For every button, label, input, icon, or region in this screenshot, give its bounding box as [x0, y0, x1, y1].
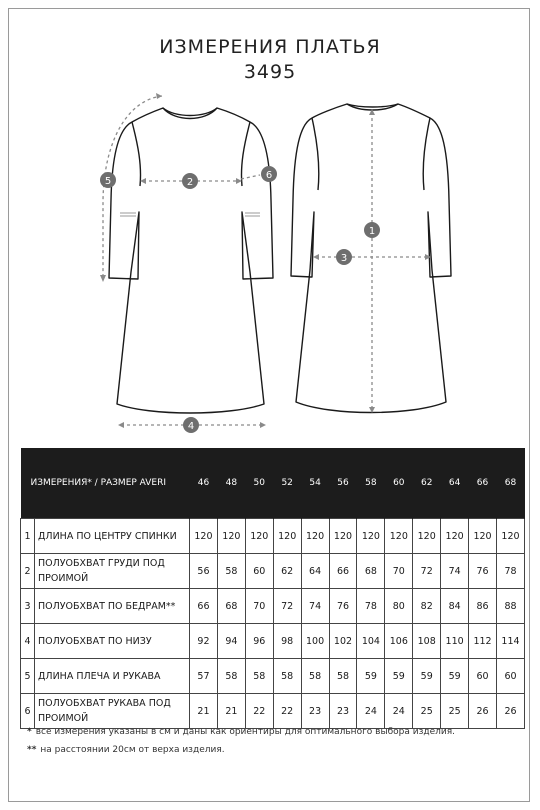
model-number: 3495 — [243, 61, 297, 83]
row-value: 68 — [217, 589, 245, 624]
row-value: 102 — [329, 624, 357, 659]
row-value: 82 — [413, 589, 441, 624]
footnote-2 — [27, 745, 225, 755]
row-value: 78 — [496, 554, 524, 589]
size-header: 52 — [273, 448, 301, 519]
row-label: ПОЛУОБХВАТ ГРУДИ ПОД ПРОИМОЙ — [35, 554, 190, 589]
row-value: 120 — [441, 519, 469, 554]
size-header: 54 — [301, 448, 329, 519]
row-value: 94 — [217, 624, 245, 659]
row-label: ДЛИНА ПЛЕЧА И РУКАВА — [35, 659, 190, 694]
row-number: 4 — [21, 624, 35, 659]
row-value: 22 — [245, 694, 273, 729]
footnote-2-text: на расстоянии 20см от верха изделия. — [40, 745, 225, 755]
row-value: 24 — [357, 694, 385, 729]
table-header-row — [21, 448, 525, 519]
row-value: 60 — [469, 659, 497, 694]
back-armhole-right — [423, 118, 430, 190]
back-armhole-left — [312, 118, 319, 190]
size-header: 62 — [413, 448, 441, 519]
row-value: 60 — [245, 554, 273, 589]
row-value: 56 — [190, 554, 218, 589]
row-value: 84 — [441, 589, 469, 624]
row-label: ПОЛУОБХВАТ ПО БЕДРАМ** — [35, 589, 190, 624]
front-dress-outline — [109, 108, 273, 413]
row-value: 76 — [469, 554, 497, 589]
header-label: ИЗМЕРЕНИЯ* / РАЗМЕР AVERI — [21, 448, 190, 519]
row-value: 120 — [357, 519, 385, 554]
table-row — [21, 519, 525, 554]
row-value: 70 — [385, 554, 413, 589]
marker-3-label: 3 — [340, 253, 348, 264]
row-value: 68 — [357, 554, 385, 589]
row-value: 88 — [496, 589, 524, 624]
row-value: 59 — [413, 659, 441, 694]
row-value: 25 — [413, 694, 441, 729]
row-value: 96 — [245, 624, 273, 659]
row-value: 72 — [413, 554, 441, 589]
back-neckline — [347, 104, 398, 107]
row-value: 58 — [245, 659, 273, 694]
size-header: 46 — [190, 448, 218, 519]
row-value: 74 — [301, 589, 329, 624]
footnote-1-mark: * — [27, 727, 32, 737]
row-value: 21 — [190, 694, 218, 729]
measurements-table — [20, 448, 525, 729]
row-value: 59 — [357, 659, 385, 694]
row-value: 24 — [385, 694, 413, 729]
front-armhole-right — [241, 122, 250, 186]
row-value: 120 — [469, 519, 497, 554]
row-value: 58 — [329, 659, 357, 694]
size-header: 60 — [385, 448, 413, 519]
row-value: 120 — [496, 519, 524, 554]
marker-5-label: 5 — [104, 176, 112, 187]
row-value: 86 — [469, 589, 497, 624]
footnote-2-mark: ** — [27, 745, 37, 755]
marker-6-label: 6 — [265, 170, 273, 181]
row-value: 120 — [273, 519, 301, 554]
size-header: 48 — [217, 448, 245, 519]
row-value: 112 — [469, 624, 497, 659]
row-label: ПОЛУОБХВАТ ПО НИЗУ — [35, 624, 190, 659]
row-value: 23 — [329, 694, 357, 729]
row-value: 64 — [301, 554, 329, 589]
row-value: 120 — [329, 519, 357, 554]
row-value: 110 — [441, 624, 469, 659]
row-value: 62 — [273, 554, 301, 589]
row-value: 106 — [385, 624, 413, 659]
size-header: 64 — [441, 448, 469, 519]
page-title: ИЗМЕРЕНИЯ ПЛАТЬЯ — [159, 36, 381, 58]
marker-1-label: 1 — [368, 226, 376, 237]
row-value: 26 — [496, 694, 524, 729]
row-number: 1 — [21, 519, 35, 554]
row-value: 22 — [273, 694, 301, 729]
front-armhole-left — [132, 122, 141, 186]
row-number: 5 — [21, 659, 35, 694]
footnote-1 — [27, 727, 455, 737]
row-value: 92 — [190, 624, 218, 659]
marker-2-label: 2 — [186, 177, 194, 188]
size-header: 56 — [329, 448, 357, 519]
row-value: 58 — [273, 659, 301, 694]
row-value: 60 — [496, 659, 524, 694]
row-label: ДЛИНА ПО ЦЕНТРУ СПИНКИ — [35, 519, 190, 554]
row-value: 59 — [385, 659, 413, 694]
row-value: 78 — [357, 589, 385, 624]
row-value: 58 — [217, 554, 245, 589]
row-value: 100 — [301, 624, 329, 659]
row-value: 66 — [329, 554, 357, 589]
row-value: 70 — [245, 589, 273, 624]
table-row — [21, 589, 525, 624]
size-header: 66 — [469, 448, 497, 519]
table-row — [21, 554, 525, 589]
table-row — [21, 624, 525, 659]
marker-4-label: 4 — [187, 421, 195, 432]
row-value: 114 — [496, 624, 524, 659]
row-value: 120 — [385, 519, 413, 554]
table-row — [21, 694, 525, 729]
row-value: 25 — [441, 694, 469, 729]
row-number: 2 — [21, 554, 35, 589]
row-value: 120 — [217, 519, 245, 554]
row-value: 59 — [441, 659, 469, 694]
row-value: 74 — [441, 554, 469, 589]
row-value: 120 — [413, 519, 441, 554]
row-value: 120 — [190, 519, 218, 554]
table-row — [21, 659, 525, 694]
row-value: 23 — [301, 694, 329, 729]
row-value: 26 — [469, 694, 497, 729]
row-value: 80 — [385, 589, 413, 624]
measure-line-6 — [241, 175, 260, 179]
size-header: 50 — [245, 448, 273, 519]
size-header: 68 — [496, 448, 524, 519]
row-value: 76 — [329, 589, 357, 624]
row-number: 3 — [21, 589, 35, 624]
row-value: 108 — [413, 624, 441, 659]
size-header: 58 — [357, 448, 385, 519]
row-value: 120 — [301, 519, 329, 554]
row-value: 104 — [357, 624, 385, 659]
row-value: 57 — [190, 659, 218, 694]
row-label: ПОЛУОБХВАТ РУКАВА ПОД ПРОИМОЙ — [35, 694, 190, 729]
row-value: 66 — [190, 589, 218, 624]
row-value: 72 — [273, 589, 301, 624]
footnote-1-text: все измерения указаны в см и даны как ориентиры для оптимального выбора изделия. — [35, 727, 455, 737]
row-value: 58 — [217, 659, 245, 694]
row-number: 6 — [21, 694, 35, 729]
row-value: 58 — [301, 659, 329, 694]
row-value: 21 — [217, 694, 245, 729]
row-value: 98 — [273, 624, 301, 659]
row-value: 120 — [245, 519, 273, 554]
